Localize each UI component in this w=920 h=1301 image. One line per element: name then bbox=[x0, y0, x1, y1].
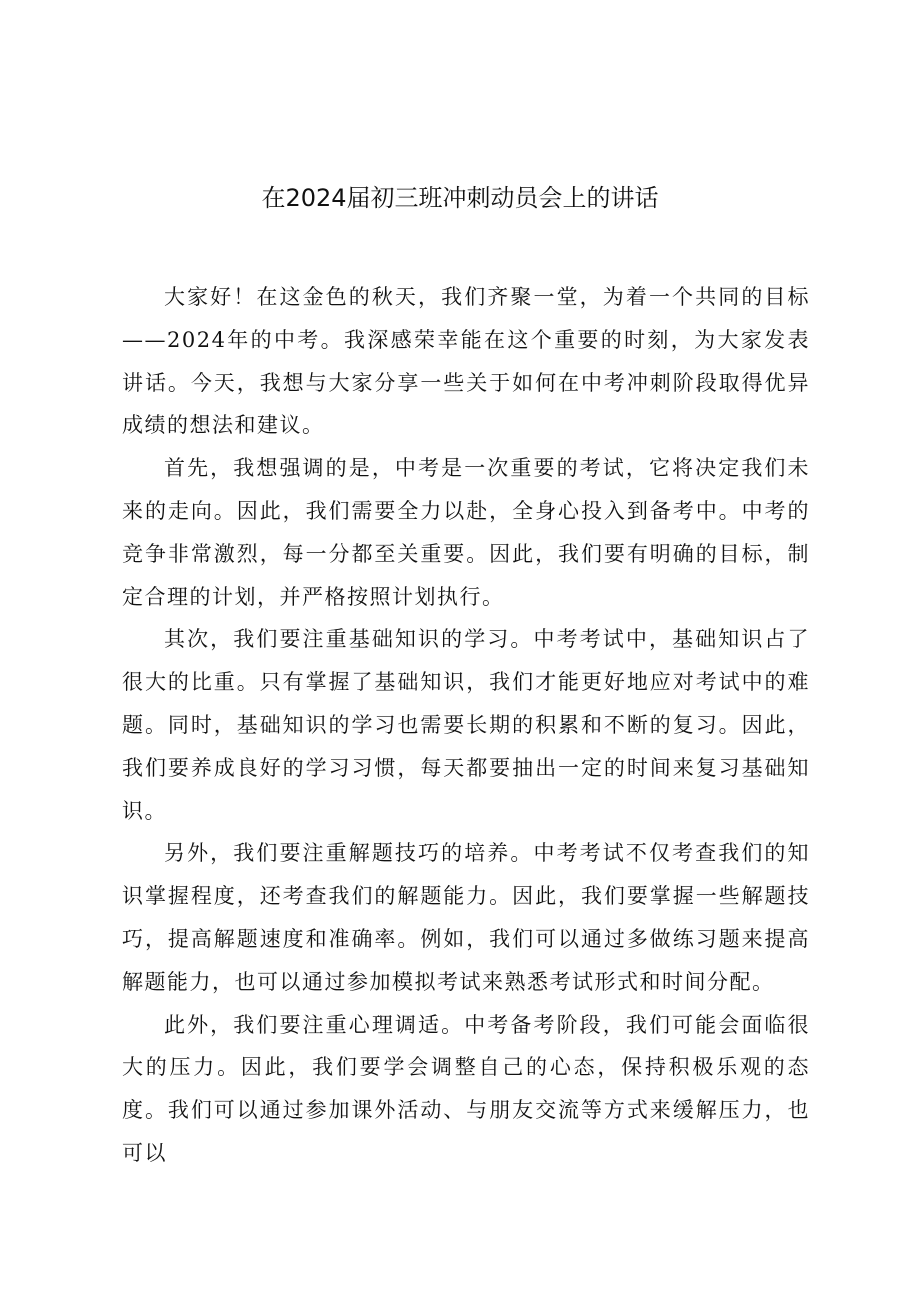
paragraph-greeting: 大家好！在这金色的秋天，我们齐聚一堂，为着一个共同的目标——2024年的中考。我深感荣幸能在这个重要的时刻，为大家发表讲话。今天，我想与大家分享一些关于如何在中考冲刺阶段取得优异成绩的想法和建议。 bbox=[122, 285, 810, 438]
document-title: 在2024届初三班冲刺动员会上的讲话 bbox=[261, 184, 659, 212]
document-body bbox=[122, 276, 810, 1175]
paragraph-fourth-point: 此外，我们要注重心理调适。中考备考阶段，我们可能会面临很大的压力。因此，我们要学会调整自己的心态，保持积极乐观的态度。我们可以通过参加课外活动、与朋友交流等方式来缓解压力，也可以 bbox=[122, 1012, 810, 1165]
paragraph-first-point: 首先，我想强调的是，中考是一次重要的考试，它将决定我们未来的走向。因此，我们需要全力以赴，全身心投入到备考中。中考的竞争非常激烈，每一分都至关重要。因此，我们要有明确的目标，制定合理的计划，并严格按照计划执行。 bbox=[122, 456, 810, 609]
paragraph-third-point: 另外，我们要注重解题技巧的培养。中考考试不仅考查我们的知识掌握程度，还考查我们的解题能力。因此，我们要掌握一些解题技巧，提高解题速度和准确率。例如，我们可以通过多做练习题来提高解题能力，也可以通过参加模拟考试来熟悉考试形式和时间分配。 bbox=[122, 841, 810, 994]
paragraph-second-point: 其次，我们要注重基础知识的学习。中考考试中，基础知识占了很大的比重。只有掌握了基础知识，我们才能更好地应对考试中的难题。同时，基础知识的学习也需要长期的积累和不断的复习。因此，我们要养成良好的学习习惯，每天都要抽出一定的时间来复习基础知识。 bbox=[122, 627, 810, 823]
